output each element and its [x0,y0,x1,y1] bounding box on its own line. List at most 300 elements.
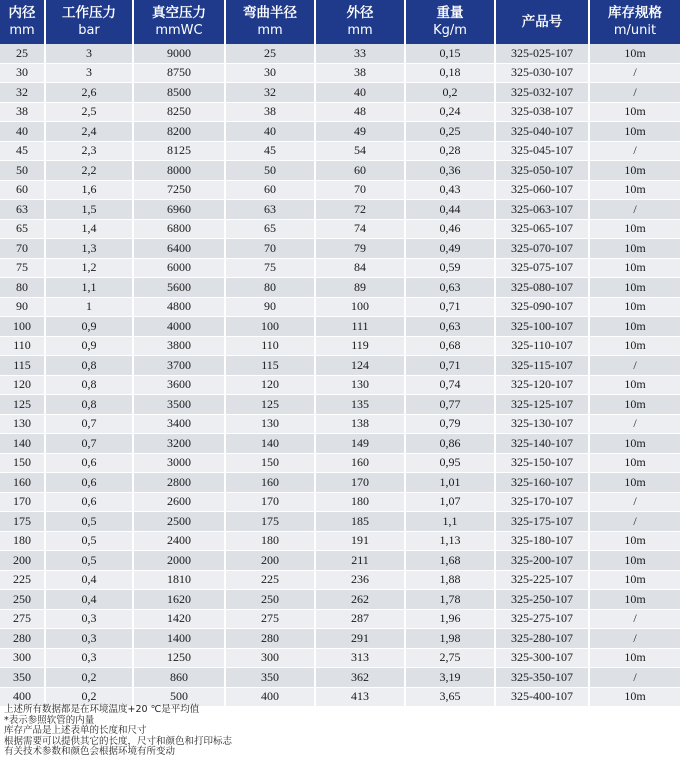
cell-outer-diameter: 138 [316,415,406,435]
cell-bend-radius: 280 [226,629,316,649]
cell-inner-diameter: 175 [0,512,46,532]
cell-working-pressure: 0,9 [46,337,134,357]
cell-bend-radius: 140 [226,434,316,454]
cell-outer-diameter: 89 [316,278,406,298]
cell-vacuum-pressure: 2400 [134,532,226,552]
header-vacuum-pressure: 真空压力 mmWC [134,0,226,44]
cell-vacuum-pressure: 3500 [134,395,226,415]
cell-weight: 0,74 [406,376,496,396]
cell-bend-radius: 225 [226,571,316,591]
cell-inner-diameter: 40 [0,122,46,142]
cell-bend-radius: 120 [226,376,316,396]
cell-working-pressure: 2,2 [46,161,134,181]
header-weight: 重量 Kg/m [406,0,496,44]
cell-stock-spec: / [590,142,680,162]
cell-vacuum-pressure: 8500 [134,83,226,103]
cell-working-pressure: 1 [46,298,134,318]
cell-working-pressure: 0,3 [46,629,134,649]
cell-outer-diameter: 84 [316,259,406,279]
cell-product-number: 325-200-107 [496,551,590,571]
table-row [0,571,680,591]
table-row [0,376,680,396]
cell-vacuum-pressure: 4000 [134,317,226,337]
table-row [0,454,680,474]
cell-weight: 2,75 [406,649,496,669]
table-row [0,298,680,318]
header-inner-diameter: 内径 mm [0,0,46,44]
cell-working-pressure: 0,8 [46,356,134,376]
cell-weight: 1,07 [406,493,496,513]
table-row [0,278,680,298]
cell-stock-spec: 10m [590,688,680,708]
cell-vacuum-pressure: 3000 [134,454,226,474]
header-row [0,0,680,44]
cell-inner-diameter: 80 [0,278,46,298]
cell-product-number: 325-032-107 [496,83,590,103]
cell-weight: 0,28 [406,142,496,162]
cell-working-pressure: 0,2 [46,668,134,688]
cell-stock-spec: 10m [590,434,680,454]
cell-bend-radius: 150 [226,454,316,474]
cell-vacuum-pressure: 500 [134,688,226,708]
cell-product-number: 325-120-107 [496,376,590,396]
cell-product-number: 325-400-107 [496,688,590,708]
cell-stock-spec: / [590,493,680,513]
cell-product-number: 325-150-107 [496,454,590,474]
cell-inner-diameter: 280 [0,629,46,649]
cell-outer-diameter: 180 [316,493,406,513]
table-row [0,259,680,279]
cell-product-number: 325-275-107 [496,610,590,630]
cell-vacuum-pressure: 1400 [134,629,226,649]
cell-bend-radius: 70 [226,239,316,259]
cell-bend-radius: 200 [226,551,316,571]
cell-product-number: 325-280-107 [496,629,590,649]
cell-weight: 1,1 [406,512,496,532]
cell-working-pressure: 0,4 [46,590,134,610]
cell-vacuum-pressure: 1420 [134,610,226,630]
table-row [0,649,680,669]
cell-inner-diameter: 110 [0,337,46,357]
cell-product-number: 325-160-107 [496,473,590,493]
table-row [0,64,680,84]
cell-inner-diameter: 275 [0,610,46,630]
cell-bend-radius: 60 [226,181,316,201]
cell-bend-radius: 115 [226,356,316,376]
table-row [0,590,680,610]
cell-vacuum-pressure: 2000 [134,551,226,571]
footnotes [4,705,680,758]
header-outer-diameter: 外径 mm [316,0,406,44]
cell-bend-radius: 75 [226,259,316,279]
cell-weight: 0,49 [406,239,496,259]
cell-working-pressure: 0,8 [46,376,134,396]
cell-stock-spec: 10m [590,376,680,396]
cell-weight: 0,43 [406,181,496,201]
cell-working-pressure: 1,6 [46,181,134,201]
cell-outer-diameter: 33 [316,44,406,64]
table-row [0,220,680,240]
cell-bend-radius: 45 [226,142,316,162]
cell-stock-spec: 10m [590,473,680,493]
cell-weight: 0,18 [406,64,496,84]
cell-bend-radius: 25 [226,44,316,64]
cell-weight: 1,96 [406,610,496,630]
cell-stock-spec: 10m [590,278,680,298]
cell-weight: 0,46 [406,220,496,240]
cell-working-pressure: 2,5 [46,103,134,123]
cell-inner-diameter: 130 [0,415,46,435]
cell-stock-spec: 10m [590,259,680,279]
cell-bend-radius: 400 [226,688,316,708]
cell-outer-diameter: 170 [316,473,406,493]
cell-working-pressure: 0,8 [46,395,134,415]
cell-inner-diameter: 30 [0,64,46,84]
cell-weight: 0,77 [406,395,496,415]
cell-outer-diameter: 149 [316,434,406,454]
cell-bend-radius: 63 [226,200,316,220]
cell-bend-radius: 50 [226,161,316,181]
cell-bend-radius: 80 [226,278,316,298]
cell-stock-spec: / [590,668,680,688]
cell-inner-diameter: 45 [0,142,46,162]
table-row [0,434,680,454]
cell-product-number: 325-130-107 [496,415,590,435]
cell-product-number: 325-063-107 [496,200,590,220]
cell-bend-radius: 175 [226,512,316,532]
cell-working-pressure: 2,6 [46,83,134,103]
table-row [0,532,680,552]
cell-bend-radius: 160 [226,473,316,493]
cell-weight: 1,01 [406,473,496,493]
cell-working-pressure: 0,5 [46,512,134,532]
cell-outer-diameter: 60 [316,161,406,181]
cell-vacuum-pressure: 8750 [134,64,226,84]
table-row [0,512,680,532]
cell-outer-diameter: 130 [316,376,406,396]
cell-inner-diameter: 60 [0,181,46,201]
table-row [0,415,680,435]
cell-outer-diameter: 119 [316,337,406,357]
cell-product-number: 325-250-107 [496,590,590,610]
footnote-line: 库存产品是上述表单的长度和尺寸 [4,725,147,737]
table-row [0,473,680,493]
cell-outer-diameter: 362 [316,668,406,688]
cell-weight: 1,78 [406,590,496,610]
header-working-pressure: 工作压力 bar [46,0,134,44]
cell-outer-diameter: 72 [316,200,406,220]
cell-bend-radius: 250 [226,590,316,610]
cell-weight: 1,13 [406,532,496,552]
cell-vacuum-pressure: 6800 [134,220,226,240]
cell-working-pressure: 2,3 [46,142,134,162]
cell-working-pressure: 0,5 [46,532,134,552]
cell-stock-spec: / [590,415,680,435]
table-row [0,337,680,357]
cell-product-number: 325-175-107 [496,512,590,532]
cell-bend-radius: 125 [226,395,316,415]
cell-inner-diameter: 115 [0,356,46,376]
cell-product-number: 325-080-107 [496,278,590,298]
cell-working-pressure: 3 [46,44,134,64]
cell-weight: 1,68 [406,551,496,571]
cell-inner-diameter: 25 [0,44,46,64]
cell-bend-radius: 170 [226,493,316,513]
cell-outer-diameter: 211 [316,551,406,571]
cell-working-pressure: 1,1 [46,278,134,298]
cell-outer-diameter: 160 [316,454,406,474]
cell-working-pressure: 0,6 [46,493,134,513]
header-stock-spec: 库存规格 m/unit [590,0,680,44]
table-row [0,610,680,630]
cell-stock-spec: 10m [590,103,680,123]
table-row [0,239,680,259]
cell-bend-radius: 180 [226,532,316,552]
cell-bend-radius: 350 [226,668,316,688]
cell-working-pressure: 1,2 [46,259,134,279]
cell-working-pressure: 3 [46,64,134,84]
cell-weight: 0,24 [406,103,496,123]
cell-inner-diameter: 32 [0,83,46,103]
table-row [0,395,680,415]
table-row [0,668,680,688]
cell-vacuum-pressure: 6960 [134,200,226,220]
cell-outer-diameter: 48 [316,103,406,123]
table-row [0,317,680,337]
cell-working-pressure: 0,3 [46,610,134,630]
cell-outer-diameter: 291 [316,629,406,649]
cell-product-number: 325-040-107 [496,122,590,142]
cell-vacuum-pressure: 9000 [134,44,226,64]
cell-bend-radius: 100 [226,317,316,337]
cell-outer-diameter: 185 [316,512,406,532]
cell-stock-spec: 10m [590,239,680,259]
cell-vacuum-pressure: 1620 [134,590,226,610]
table-row [0,44,680,64]
cell-product-number: 325-110-107 [496,337,590,357]
cell-outer-diameter: 74 [316,220,406,240]
cell-product-number: 325-050-107 [496,161,590,181]
cell-inner-diameter: 140 [0,434,46,454]
cell-inner-diameter: 90 [0,298,46,318]
cell-working-pressure: 0,7 [46,434,134,454]
cell-inner-diameter: 300 [0,649,46,669]
cell-stock-spec: / [590,610,680,630]
cell-inner-diameter: 38 [0,103,46,123]
cell-stock-spec: 10m [590,551,680,571]
cell-outer-diameter: 38 [316,64,406,84]
cell-stock-spec: 10m [590,161,680,181]
table-row [0,181,680,201]
cell-vacuum-pressure: 8125 [134,142,226,162]
cell-outer-diameter: 313 [316,649,406,669]
cell-weight: 0,63 [406,278,496,298]
cell-stock-spec: 10m [590,395,680,415]
cell-outer-diameter: 135 [316,395,406,415]
cell-working-pressure: 0,9 [46,317,134,337]
cell-working-pressure: 0,5 [46,551,134,571]
cell-stock-spec: / [590,64,680,84]
cell-outer-diameter: 111 [316,317,406,337]
cell-product-number: 325-300-107 [496,649,590,669]
cell-vacuum-pressure: 1250 [134,649,226,669]
cell-working-pressure: 0,4 [46,571,134,591]
cell-product-number: 325-045-107 [496,142,590,162]
cell-working-pressure: 0,7 [46,415,134,435]
cell-outer-diameter: 191 [316,532,406,552]
cell-stock-spec: 10m [590,181,680,201]
cell-weight: 3,19 [406,668,496,688]
cell-inner-diameter: 125 [0,395,46,415]
cell-outer-diameter: 124 [316,356,406,376]
cell-outer-diameter: 287 [316,610,406,630]
cell-product-number: 325-140-107 [496,434,590,454]
cell-working-pressure: 1,5 [46,200,134,220]
cell-vacuum-pressure: 2800 [134,473,226,493]
cell-vacuum-pressure: 5600 [134,278,226,298]
cell-bend-radius: 65 [226,220,316,240]
cell-vacuum-pressure: 3600 [134,376,226,396]
cell-product-number: 325-125-107 [496,395,590,415]
cell-inner-diameter: 160 [0,473,46,493]
cell-bend-radius: 38 [226,103,316,123]
cell-bend-radius: 40 [226,122,316,142]
table-body [0,44,680,707]
cell-outer-diameter: 413 [316,688,406,708]
cell-product-number: 325-060-107 [496,181,590,201]
cell-vacuum-pressure: 6400 [134,239,226,259]
cell-stock-spec: 10m [590,454,680,474]
cell-inner-diameter: 150 [0,454,46,474]
table-row [0,551,680,571]
table-row [0,493,680,513]
cell-weight: 0,25 [406,122,496,142]
cell-inner-diameter: 225 [0,571,46,591]
cell-outer-diameter: 70 [316,181,406,201]
cell-weight: 3,65 [406,688,496,708]
footnote-line: 有关技术参数和颜色会根据环境有所变动 [4,746,176,758]
cell-product-number: 325-225-107 [496,571,590,591]
table-row [0,83,680,103]
cell-product-number: 325-075-107 [496,259,590,279]
cell-inner-diameter: 350 [0,668,46,688]
cell-product-number: 325-025-107 [496,44,590,64]
cell-weight: 1,98 [406,629,496,649]
header-bend-radius: 弯曲半径 mm [226,0,316,44]
cell-stock-spec: / [590,512,680,532]
cell-working-pressure: 0,6 [46,473,134,493]
cell-stock-spec: 10m [590,532,680,552]
cell-stock-spec: 10m [590,590,680,610]
cell-vacuum-pressure: 8200 [134,122,226,142]
cell-stock-spec: 10m [590,317,680,337]
cell-inner-diameter: 180 [0,532,46,552]
cell-vacuum-pressure: 7250 [134,181,226,201]
cell-working-pressure: 1,3 [46,239,134,259]
cell-outer-diameter: 49 [316,122,406,142]
cell-inner-diameter: 63 [0,200,46,220]
cell-weight: 0,86 [406,434,496,454]
cell-weight: 0,44 [406,200,496,220]
footnote-line: 根据需要可以提供其它的长度，尺寸和颜色和打印标志 [4,735,233,747]
cell-vacuum-pressure: 860 [134,668,226,688]
cell-bend-radius: 30 [226,64,316,84]
cell-bend-radius: 300 [226,649,316,669]
cell-working-pressure: 0,6 [46,454,134,474]
cell-weight: 0,79 [406,415,496,435]
cell-vacuum-pressure: 3200 [134,434,226,454]
cell-stock-spec: 10m [590,220,680,240]
cell-vacuum-pressure: 1810 [134,571,226,591]
cell-weight: 0,36 [406,161,496,181]
cell-stock-spec: 10m [590,122,680,142]
cell-stock-spec: 10m [590,649,680,669]
header-product-number: 产品号 [496,0,590,44]
footnote-line: 上述所有数据都是在环境温度+20 ℃是平均值 [4,704,200,715]
cell-inner-diameter: 65 [0,220,46,240]
cell-product-number: 325-350-107 [496,668,590,688]
cell-bend-radius: 90 [226,298,316,318]
cell-bend-radius: 32 [226,83,316,103]
cell-weight: 0,59 [406,259,496,279]
table-row [0,161,680,181]
cell-stock-spec: 10m [590,571,680,591]
table-row [0,629,680,649]
cell-bend-radius: 275 [226,610,316,630]
cell-stock-spec: / [590,356,680,376]
cell-inner-diameter: 100 [0,317,46,337]
footnote-line: *表示参照软管的内量 [4,714,95,726]
table-row [0,122,680,142]
cell-vacuum-pressure: 3800 [134,337,226,357]
cell-bend-radius: 130 [226,415,316,435]
cell-inner-diameter: 50 [0,161,46,181]
cell-working-pressure: 0,3 [46,649,134,669]
cell-stock-spec: 10m [590,337,680,357]
cell-vacuum-pressure: 3400 [134,415,226,435]
cell-weight: 0,15 [406,44,496,64]
cell-weight: 0,2 [406,83,496,103]
cell-stock-spec: 10m [590,44,680,64]
cell-product-number: 325-170-107 [496,493,590,513]
cell-product-number: 325-030-107 [496,64,590,84]
cell-working-pressure: 2,4 [46,122,134,142]
cell-outer-diameter: 236 [316,571,406,591]
cell-inner-diameter: 400 [0,688,46,708]
cell-outer-diameter: 262 [316,590,406,610]
cell-inner-diameter: 75 [0,259,46,279]
cell-outer-diameter: 79 [316,239,406,259]
cell-product-number: 325-180-107 [496,532,590,552]
cell-bend-radius: 110 [226,337,316,357]
cell-inner-diameter: 250 [0,590,46,610]
table-row [0,142,680,162]
cell-stock-spec: 10m [590,298,680,318]
cell-outer-diameter: 54 [316,142,406,162]
cell-vacuum-pressure: 2600 [134,493,226,513]
cell-product-number: 325-090-107 [496,298,590,318]
cell-outer-diameter: 40 [316,83,406,103]
cell-product-number: 325-115-107 [496,356,590,376]
cell-weight: 0,68 [406,337,496,357]
cell-inner-diameter: 120 [0,376,46,396]
cell-vacuum-pressure: 2500 [134,512,226,532]
cell-product-number: 325-070-107 [496,239,590,259]
cell-weight: 0,71 [406,298,496,318]
cell-outer-diameter: 100 [316,298,406,318]
cell-working-pressure: 0,2 [46,688,134,708]
table-row [0,200,680,220]
